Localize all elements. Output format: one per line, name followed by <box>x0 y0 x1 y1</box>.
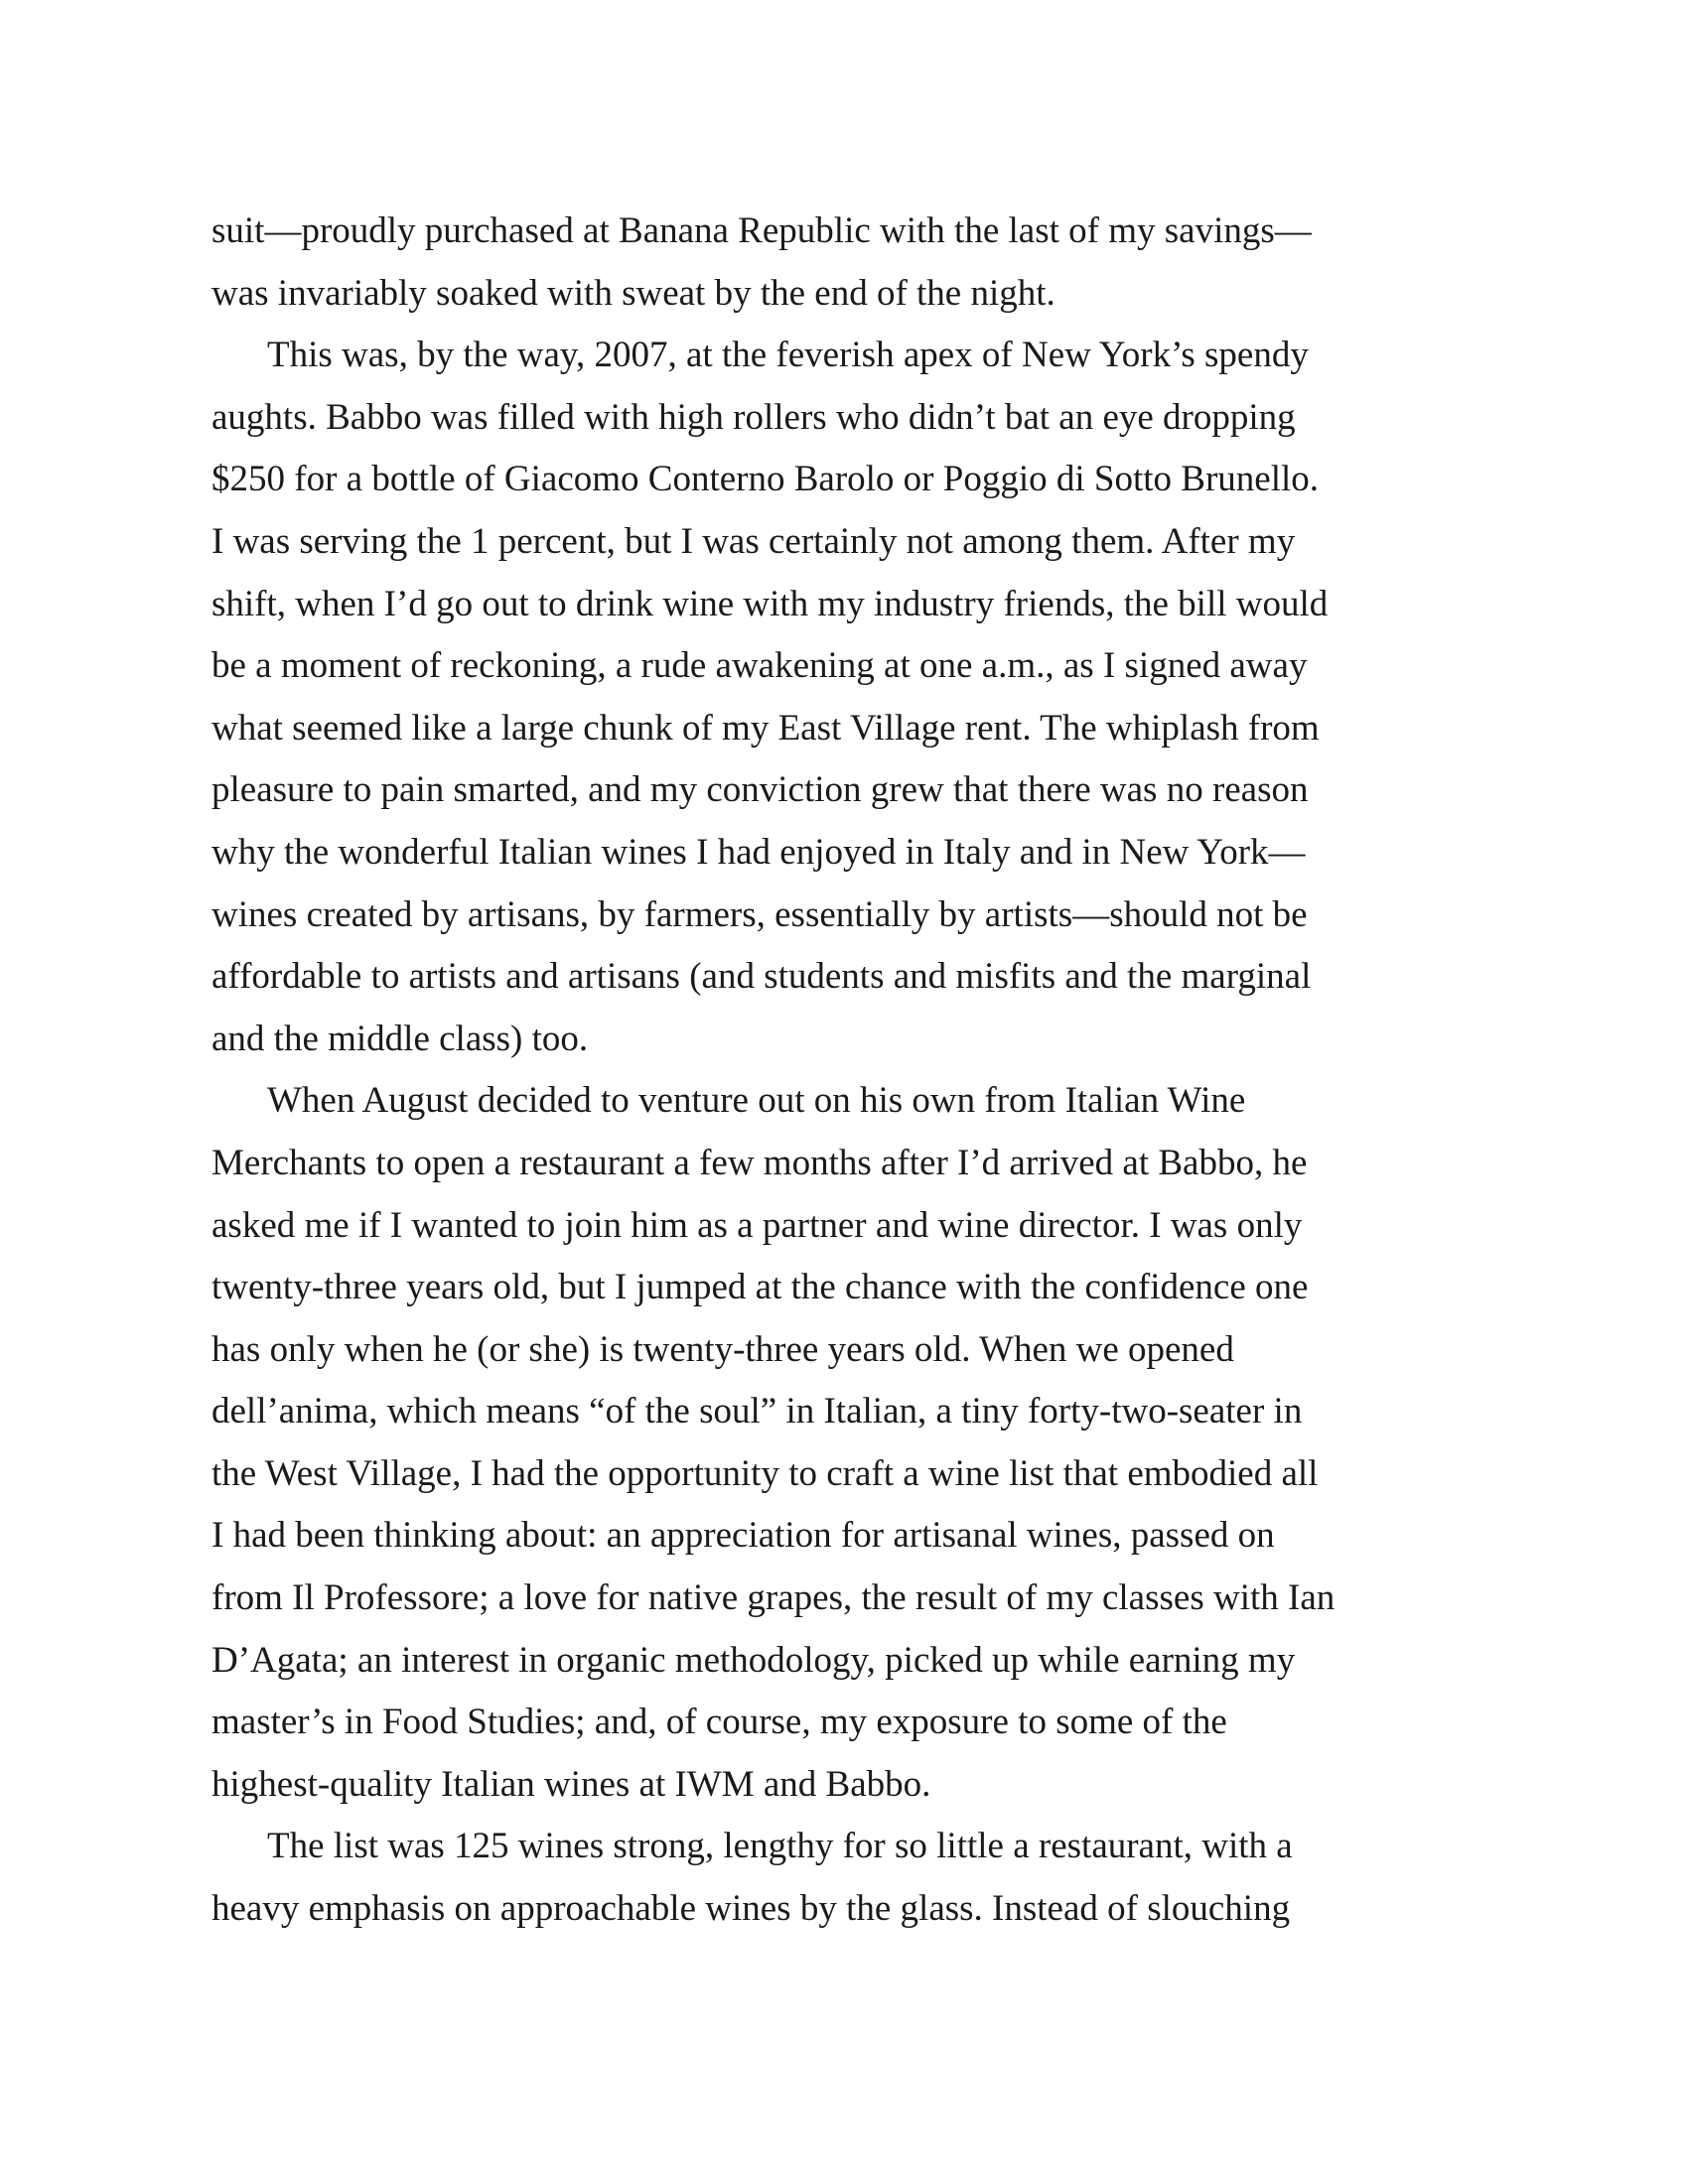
text-line: When August decided to venture out on his own from Italian Wine <box>267 1080 1246 1122</box>
text-line: pleasure to pain smarted, and my conviction grew that there was no reason <box>211 769 1309 811</box>
text-line: twenty-three years old, but I jumped at the chance with the confidence one <box>211 1267 1309 1308</box>
text-line: was invariably soaked with sweat by the end of the night. <box>211 272 1055 314</box>
text-line: highest-quality Italian wines at IWM and Babbo. <box>211 1763 931 1805</box>
paragraph <box>211 201 1502 325</box>
text-line: Merchants to open a restaurant a few months after I’d arrived at Babbo, he <box>211 1142 1308 1183</box>
text-line: The list was 125 wines strong, lengthy for so little a restaurant, with a <box>267 1826 1293 1867</box>
paragraph <box>211 1070 1502 1816</box>
text-line: be a moment of reckoning, a rude awakening at one a.m., as I signed away <box>211 645 1308 687</box>
paragraph <box>211 1816 1502 1940</box>
text-line: shift, when I’d go out to drink wine with my industry friends, the bill would <box>211 583 1329 624</box>
body-text <box>211 201 1502 1941</box>
paragraph <box>211 325 1502 1070</box>
text-line: asked me if I wanted to join him as a partner and wine director. I was only <box>211 1204 1303 1246</box>
text-line: suit—proudly purchased at Banana Republic with the last of my savings— <box>211 210 1312 251</box>
text-line: I was serving the 1 percent, but I was certainly not among them. After my <box>211 520 1296 562</box>
text-line: affordable to artists and artisans (and students and misfits and the marginal <box>211 956 1312 998</box>
text-line: I had been thinking about: an appreciation for artisanal wines, passed on <box>211 1515 1275 1557</box>
text-line: This was, by the way, 2007, at the feverish apex of New York’s spendy <box>267 335 1309 376</box>
text-line: the West Village, I had the opportunity to craft a wine list that embodied all <box>211 1452 1319 1494</box>
text-line: $250 for a bottle of Giacomo Conterno Barolo or Poggio di Sotto Brunello. <box>211 459 1320 500</box>
text-line: and the middle class) too. <box>211 1018 589 1059</box>
text-line: wines created by artisans, by farmers, essentially by artists—should not be <box>211 893 1308 935</box>
text-line: what seemed like a large chunk of my East Village rent. The whiplash from <box>211 707 1320 749</box>
text-line: from Il Professore; a love for native grapes, the result of my classes with Ian <box>211 1577 1336 1619</box>
text-line: dell’anima, which means “of the soul” in Italian, a tiny forty-two-seater in <box>211 1391 1303 1433</box>
text-line: heavy emphasis on approachable wines by the glass. Instead of slouching <box>211 1888 1291 1930</box>
text-line: aughts. Babbo was filled with high rollers who didn’t bat an eye dropping <box>211 396 1296 438</box>
text-line: master’s in Food Studies; and, of course, my exposure to some of the <box>211 1702 1227 1743</box>
text-line: D’Agata; an interest in organic methodology, picked up while earning my <box>211 1639 1296 1681</box>
text-line: why the wonderful Italian wines I had enjoyed in Italy and in New York— <box>211 831 1306 873</box>
text-line: has only when he (or she) is twenty-three years old. When we opened <box>211 1328 1234 1370</box>
